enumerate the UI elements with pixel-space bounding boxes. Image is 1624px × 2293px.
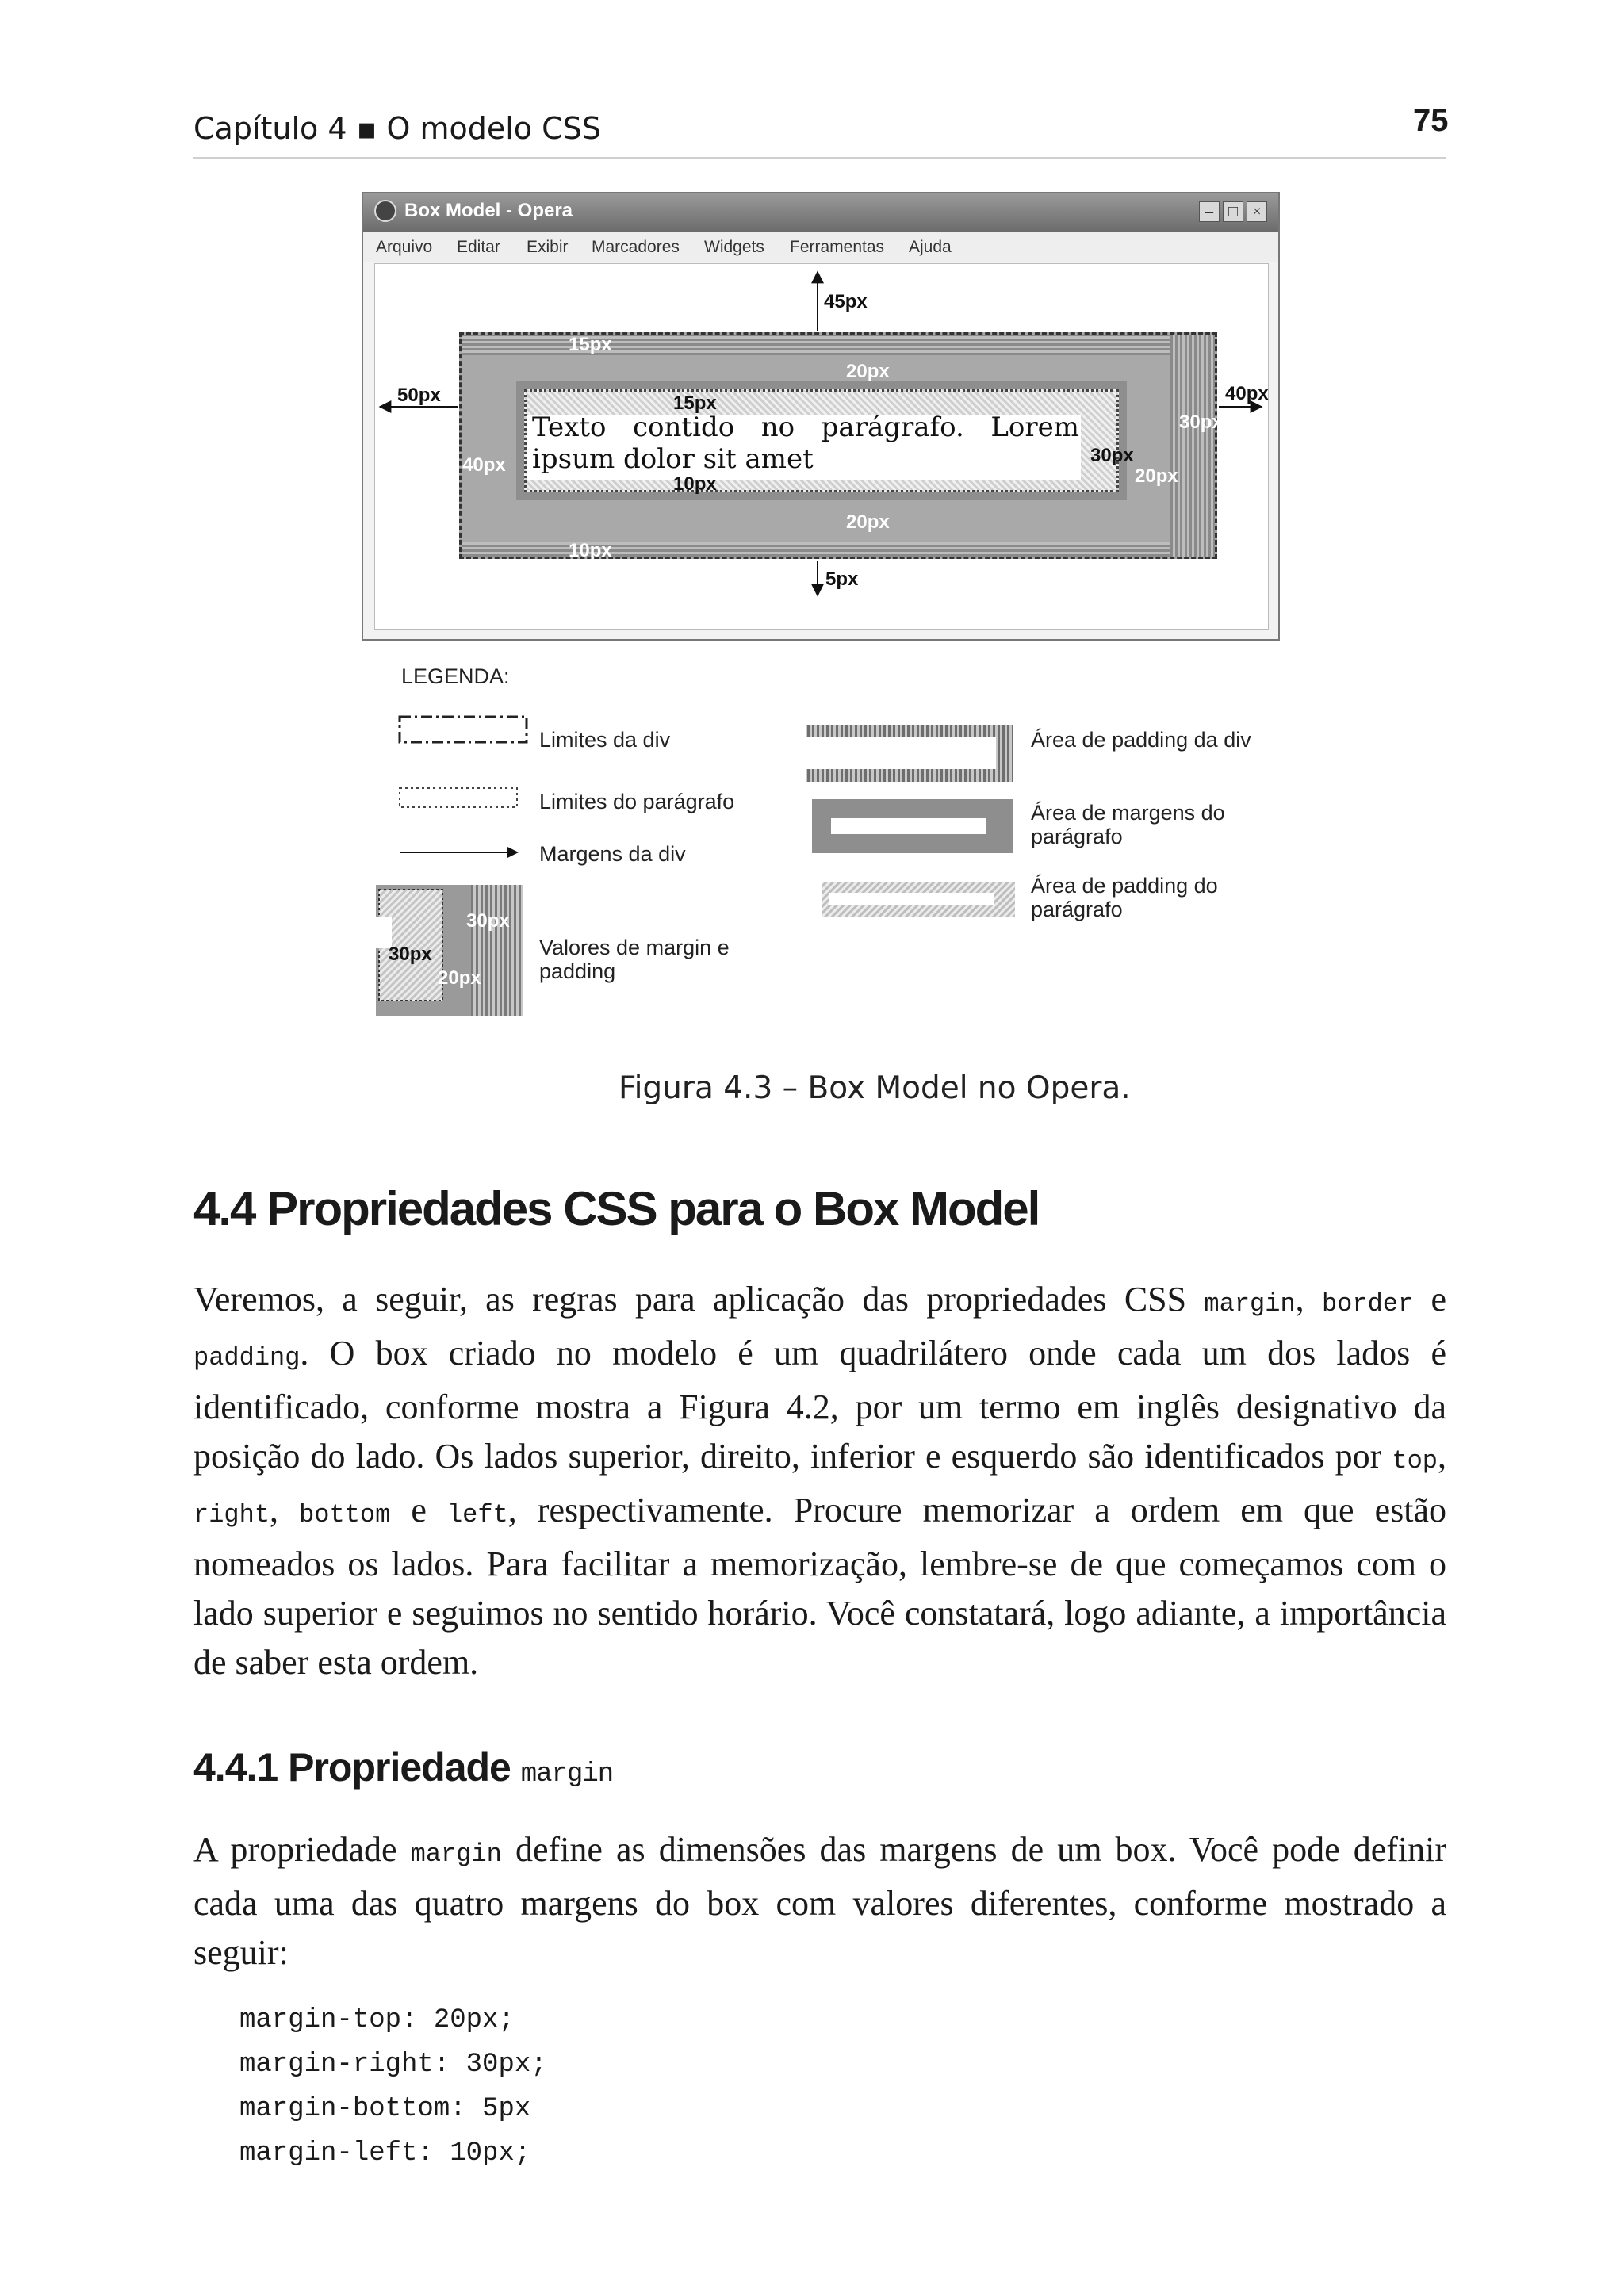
paragraph-padding-area-swatch	[820, 880, 1017, 920]
paragraph-limits-swatch	[396, 783, 523, 812]
p2-text-b: define as dimensões das margens de um box. Você pode definir cada uma das quatro margens do box com valores diferentes, conforme mostrado a seguir:	[193, 1830, 1446, 1972]
menu-item-editar: Editar	[457, 238, 500, 256]
div-margins-arrow-icon	[396, 840, 523, 864]
opera-logo-icon	[374, 200, 396, 222]
label-margin-right: 40px	[1225, 383, 1269, 404]
code-line: margin-top: 20px;	[239, 2005, 515, 2035]
code-block	[239, 1998, 547, 2176]
paragraph-text: Texto contido no parágrafo. Lorem ipsum dolor sit amet	[532, 412, 1079, 475]
figure-caption: Figura 4.3 – Box Model no Opera.	[619, 1070, 1131, 1106]
browser-window-figure	[362, 192, 1280, 641]
legend-paragraph-margin-area: Área de margens do parágrafo	[1031, 801, 1225, 848]
code-line: margin-left: 10px;	[239, 2138, 531, 2169]
label-para-padding-top: 15px	[673, 392, 717, 414]
p1-text-a: Veremos, a seguir, as regras para aplicação das propriedades CSS	[193, 1280, 1205, 1319]
code-margin: margin	[1204, 1289, 1296, 1319]
menu-item-widgets: Widgets	[704, 238, 764, 256]
sample-label-3: 20px	[438, 967, 481, 989]
window-titlebar	[363, 193, 1278, 232]
label-para-padding-bottom: 10px	[673, 473, 717, 495]
maximize-icon: □	[1223, 201, 1243, 222]
close-icon: ×	[1247, 201, 1267, 222]
legend-title: LEGENDA:	[401, 664, 510, 688]
code-border: border	[1321, 1289, 1414, 1319]
legend-paragraph-limits: Limites do parágrafo	[539, 790, 735, 813]
p1-text-f: ,	[270, 1491, 300, 1529]
label-para-margin-bottom: 20px	[846, 511, 890, 533]
menu-item-arquivo: Arquivo	[376, 238, 433, 256]
div-limits-swatch	[396, 714, 531, 745]
subsection-heading-text: 4.4.1 Propriedade	[193, 1745, 521, 1790]
subsection-heading	[193, 1744, 613, 1790]
legend-div-margins: Margens da div	[539, 842, 686, 866]
p1-text-e: ,	[1438, 1437, 1446, 1476]
menu-item-ferramentas: Ferramentas	[790, 238, 885, 256]
code-line: margin-bottom: 5px	[239, 2094, 531, 2124]
label-para-margin-left: 40px	[462, 454, 506, 476]
div-padding-area-swatch	[802, 722, 1017, 785]
browser-viewport	[374, 263, 1269, 630]
menu-item-ajuda: Ajuda	[909, 238, 952, 256]
menu-item-exibir: Exibir	[527, 238, 569, 256]
label-para-padding-right: 30px	[1090, 445, 1134, 466]
paragraph-margin-area-swatch	[810, 798, 1015, 855]
div-padding-right	[1170, 335, 1215, 557]
p1-text-h: , respectivamente. Procure memorizar a ordem em que estão nomeados os lados. Para facilitar a memorização, lembre-se de que começamos com o lado superior e seguimos no sentido horário. Você constatará, logo adiante, a importância de saber esta ordem.	[193, 1491, 1447, 1682]
label-margin-top: 45px	[824, 291, 868, 312]
legend-div-limits: Limites da div	[539, 728, 671, 752]
label-div-padding-bottom: 10px	[569, 540, 612, 561]
label-margin-left: 50px	[397, 385, 441, 406]
code-bottom: bottom	[299, 1500, 391, 1529]
p2-text-a: A propriedade	[193, 1830, 411, 1869]
sample-label-1: 30px	[466, 910, 510, 932]
code-right: right	[193, 1500, 270, 1529]
header-rule	[193, 157, 1446, 159]
label-para-margin-right: 20px	[1135, 465, 1178, 487]
legend-paragraph-padding-area: Área de padding do parágrafo	[1031, 874, 1218, 921]
body-paragraph-1	[193, 1275, 1446, 1687]
legend-div-padding-area: Área de padding da div	[1031, 728, 1251, 752]
code-padding: padding	[193, 1343, 301, 1372]
section-heading: 4.4 Propriedades CSS para o Box Model	[193, 1182, 1040, 1235]
p1-text-d: . O box criado no modelo é um quadrilátero onde cada um dos lados é identificado, conforme mostra a Figura 4.2, por um termo em inglês designativo da posição do lado. Os lados superior, direito, inferior e esquerdo são identificados por	[193, 1334, 1446, 1476]
label-div-padding-top: 15px	[569, 334, 612, 355]
label-div-padding-right: 30px	[1179, 412, 1223, 433]
window-title: Box Model - Opera	[404, 200, 573, 221]
label-margin-bottom: 5px	[825, 568, 859, 590]
code-top: top	[1392, 1446, 1438, 1476]
code-line: margin-right: 30px;	[239, 2050, 547, 2080]
p2-code-margin: margin	[410, 1839, 502, 1869]
running-head: Capítulo 4 ▪ O modelo CSS	[193, 111, 601, 146]
body-paragraph-2	[193, 1825, 1446, 1977]
label-para-margin-top: 20px	[846, 361, 890, 382]
page-number: 75	[1413, 103, 1449, 138]
menu-bar	[363, 232, 1278, 262]
code-left: left	[446, 1500, 508, 1529]
subsection-heading-code: margin	[520, 1759, 614, 1790]
p1-text-c: e	[1413, 1280, 1447, 1319]
sample-label-2: 30px	[389, 944, 432, 965]
menu-item-marcadores: Marcadores	[592, 238, 680, 256]
minimize-icon: –	[1199, 201, 1220, 222]
legend-values: Valores de margin e padding	[539, 936, 730, 983]
p1-text-g: e	[390, 1491, 447, 1529]
p1-text-b: ,	[1295, 1280, 1322, 1319]
